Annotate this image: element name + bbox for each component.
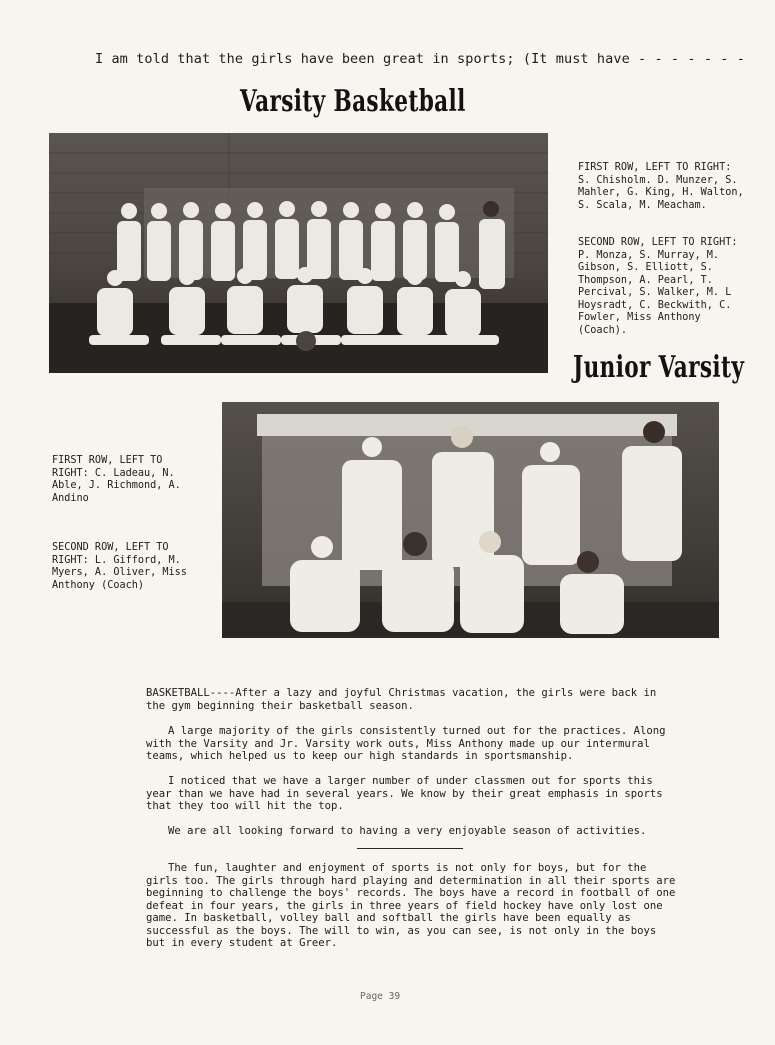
intro-line: I am told that the girls have been great in sports; (It must have - - - - - - - [95, 51, 745, 67]
article-paragraph-4: We are all looking forward to having a very enjoyable season of activities. [168, 825, 647, 837]
page-number: Page 39 [360, 991, 401, 1002]
junior-varsity-caption-first-row: FIRST ROW, LEFT TO RIGHT: C. Ladeau, N. Able, J. Richmond, A. Andino [52, 455, 181, 504]
article-paragraph-3: I noticed that we have a larger number of under classmen out for sports this year than we have had in several years. We know by their great emphasis in sports that they too will hit the top. [146, 775, 663, 812]
varsity-photo-image [49, 133, 548, 373]
varsity-title: Varsity Basketball [240, 84, 466, 119]
junior-varsity-team-photo [222, 402, 719, 638]
article-paragraph-1: BASKETBALL----After a lazy and joyful Christmas vacation, the girls were back in the gym beginning their basketball season. [146, 687, 657, 712]
section-divider [357, 848, 463, 849]
junior-varsity-photo-image [222, 402, 719, 638]
junior-varsity-title: Junior Varsity [573, 350, 745, 385]
article-paragraph-5: The fun, laughter and enjoyment of sports is not only for boys, but for the girls too. The girls through hard playing and determination in all their sports are beginning to challenge the boys' records. The boys have a record in football of one defeat in four years, the girls in three years of field hockey have only lost one game. In basketball, volley ball and softball the girls have been equally as successful as the boys. The will to win, as you can see, is not only in the boys but in every student at Greer. [146, 862, 676, 949]
varsity-team-photo [49, 133, 548, 373]
article-paragraph-2: A large majority of the girls consistently turned out for the practices. Along with the Varsity and Jr. Varsity work outs, Miss Anthony made up our intermural teams, which helped us to keep our high standards in sportsmanship. [146, 725, 666, 762]
varsity-caption-first-row: FIRST ROW, LEFT TO RIGHT: S. Chisholm. D. Munzer, S. Mahler, G. King, H. Walton, S. Scala, M. Meacham. [578, 162, 744, 211]
varsity-caption-second-row: SECOND ROW, LEFT TO RIGHT: P. Monza, S. Murray, M. Gibson, S. Elliott, S. Thompson, A. Pearl, T. Percival, S. Walker, M. L Hoysradt, C. Beckwith, C. Fowler, Miss Anthony (Coach). [578, 237, 738, 336]
junior-varsity-caption-second-row: SECOND ROW, LEFT TO RIGHT: L. Gifford, M. Myers, A. Oliver, Miss Anthony (Coach) [52, 542, 187, 591]
